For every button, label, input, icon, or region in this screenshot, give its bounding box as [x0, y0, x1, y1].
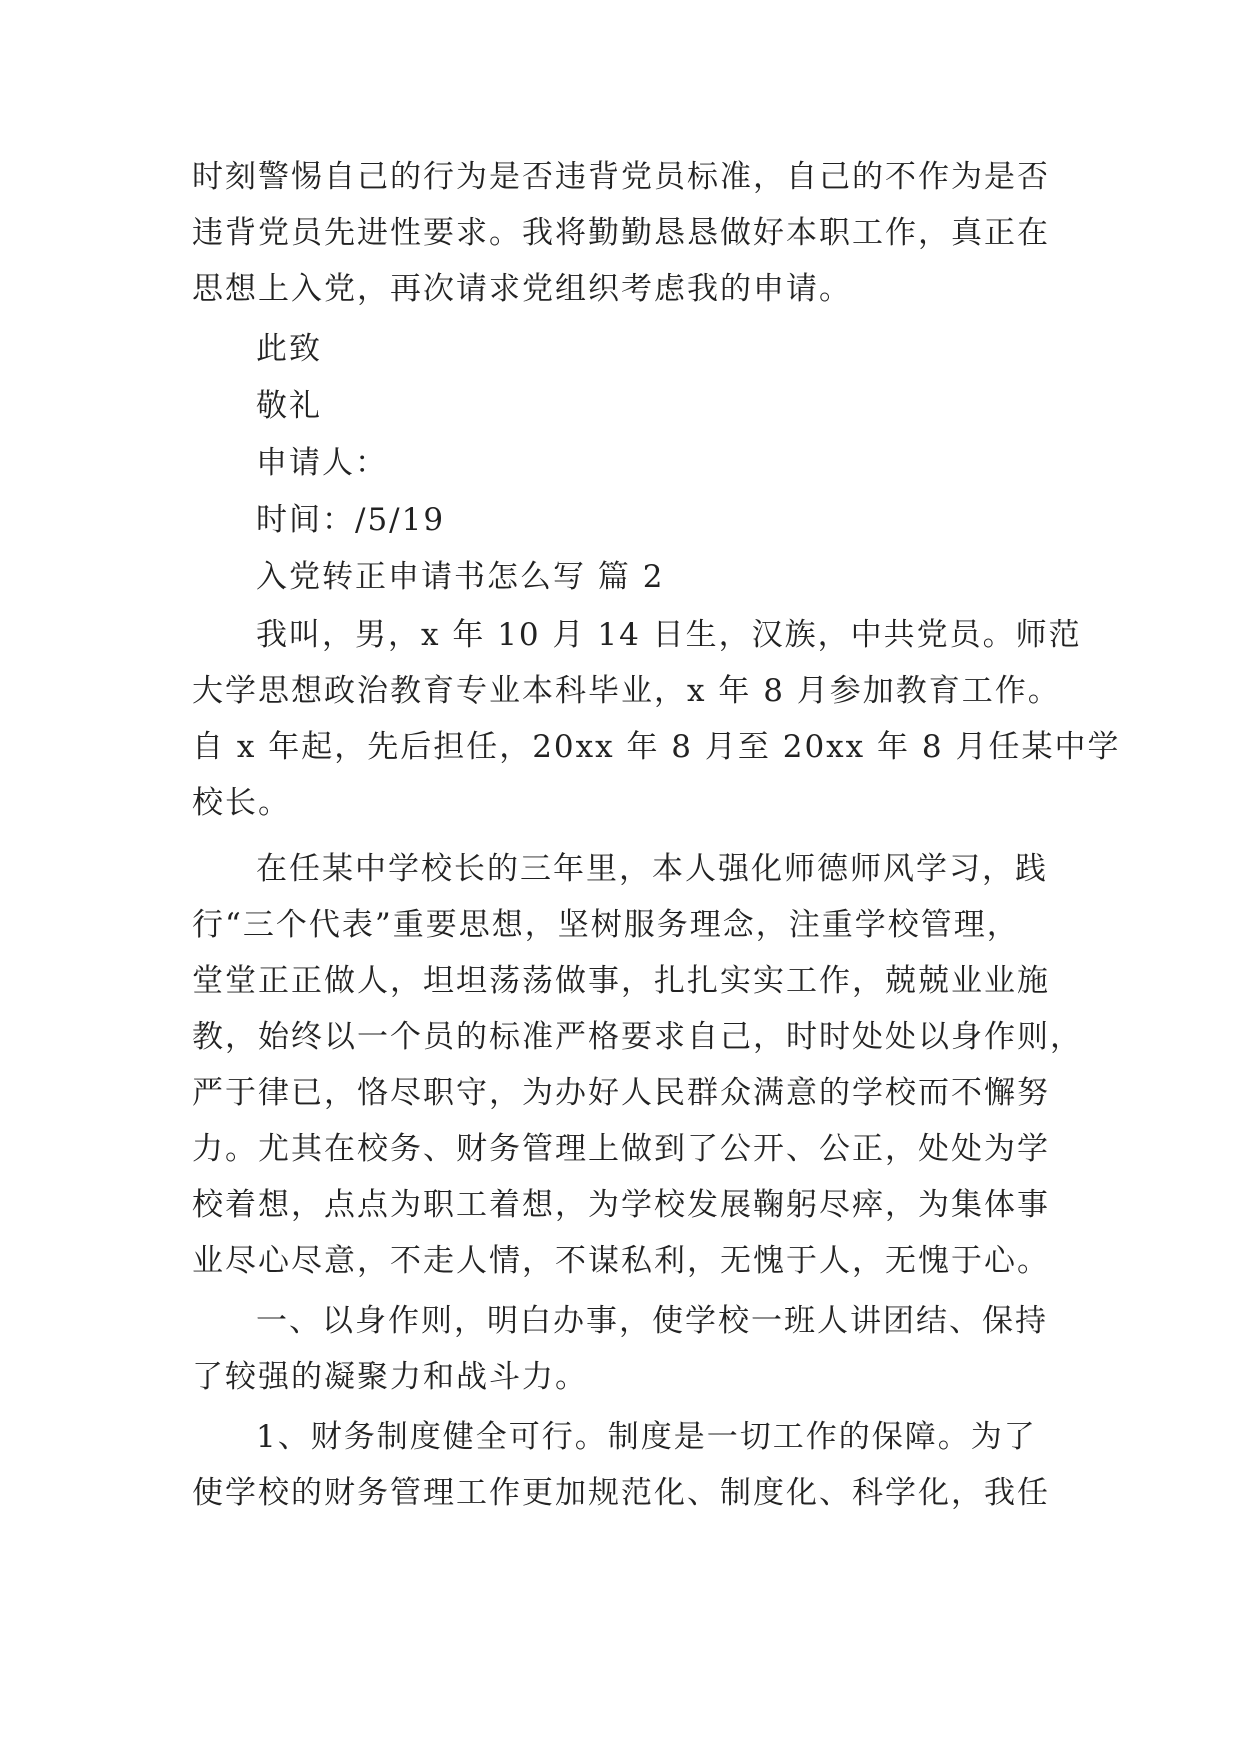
text-line: 力。尤其在校务、财务管理上做到了公开、公正，处处为学 — [192, 1131, 1050, 1167]
text-line: 堂堂正正做人，坦坦荡荡做事，扎扎实实工作，兢兢业业施 — [192, 963, 1050, 999]
text-line: 1、财务制度健全可行。制度是一切工作的保障。为了 — [256, 1419, 1037, 1455]
text-line: 教，始终以一个员的标准严格要求自己，时时处处以身作则， — [192, 1019, 1083, 1055]
closing-regards: 敬礼 — [256, 388, 322, 424]
section-title: 入党转正申请书怎么写 篇 2 — [256, 559, 665, 595]
date-label: 时间：/5/19 — [256, 502, 446, 538]
closing-salutation: 此致 — [256, 331, 322, 367]
text-line: 行“三个代表”重要思想，坚树服务理念，注重学校管理， — [192, 907, 1020, 943]
text-line: 时刻警惕自己的行为是否违背党员标准，自己的不作为是否 — [192, 159, 1050, 195]
text-line: 校长。 — [192, 785, 291, 821]
text-line: 思想上入党，再次请求党组织考虑我的申请。 — [192, 271, 852, 307]
text-line: 一、以身作则，明白办事，使学校一班人讲团结、保持 — [256, 1303, 1048, 1339]
text-line: 违背党员先进性要求。我将勤勤恳恳做好本职工作，真正在 — [192, 215, 1050, 251]
text-line: 在任某中学校长的三年里，本人强化师德师风学习，践 — [256, 851, 1048, 887]
text-line: 使学校的财务管理工作更加规范化、制度化、科学化，我任 — [192, 1475, 1050, 1511]
text-line: 校着想，点点为职工着想，为学校发展鞠躬尽瘁，为集体事 — [192, 1187, 1050, 1223]
text-line: 我叫，男，x 年 10 月 14 日生，汉族，中共党员。师范 — [256, 617, 1082, 653]
text-line: 自 x 年起，先后担任，20xx 年 8 月至 20xx 年 8 月任某中学 — [192, 729, 1121, 765]
text-line: 大学思想政治教育专业本科毕业，x 年 8 月参加教育工作。 — [192, 673, 1061, 709]
text-line: 业尽心尽意，不走人情，不谋私利，无愧于人，无愧于心。 — [192, 1243, 1050, 1279]
text-line: 了较强的凝聚力和战斗力。 — [192, 1359, 588, 1395]
text-line: 严于律已，恪尽职守，为办好人民群众满意的学校而不懈努 — [192, 1075, 1050, 1111]
applicant-label: 申请人： — [256, 445, 388, 481]
